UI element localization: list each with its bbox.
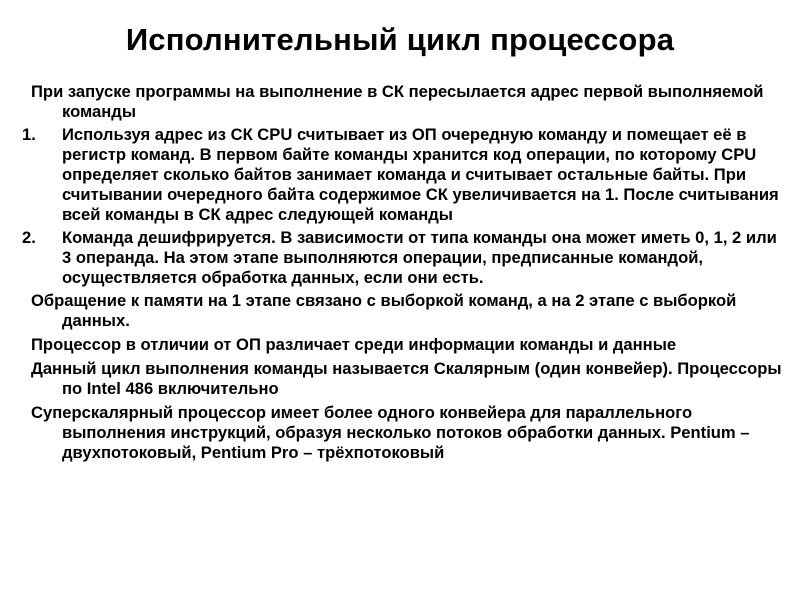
paragraph-text: Данный цикл выполнения команды называется Скалярным (один конвейер). Процессоры по Intel 486 включительно: [31, 359, 782, 398]
paragraph-scalar: [22, 359, 782, 399]
paragraph-text: Суперскалярный процессор имеет более одного конвейера для параллельного выполнения инструкций, образуя несколько потоков обработки данных. Pentium – двухпотоковый, Pentium Pro – трёхпотоковый: [31, 403, 750, 462]
paragraph-text: Обращение к памяти на 1 этапе связано с выборкой команд, а на 2 этапе с выборкой данных.: [31, 291, 737, 330]
slide-title: Исполнительный цикл процессора: [125, 22, 675, 57]
paragraph-instructions-data: [22, 335, 782, 355]
paragraph-intro: [22, 82, 782, 122]
numbered-item-1: [22, 125, 782, 225]
paragraph-text: При запуске программы на выполнение в СК пересылается адрес первой выполняемой команды: [31, 82, 764, 121]
item-number: 1.: [22, 125, 36, 144]
paragraph-memory-access: [22, 291, 782, 331]
paragraph-text: Процессор в отличии от ОП различает среди информации команды и данные: [31, 335, 677, 354]
slide-body: [22, 82, 782, 466]
numbered-item-2: [22, 228, 782, 288]
item-number: 2.: [22, 228, 36, 247]
paragraph-text: Используя адрес из СК CPU считывает из ОП очередную команду и помещает её в регистр команд. В первом байте команды хранится код операции, по которому CPU определяет сколько байтов занимает команда и считывает остальные байты. При считывании очередного байта содержимое СК увеличивается на 1. После считывания всей команды в СК адрес следующей команды: [62, 125, 779, 224]
paragraph-text: Команда дешифрируется. В зависимости от типа команды она может иметь 0, 1, 2 или 3 операнда. На этом этапе выполняются операции, предписанные командой, осуществляется обработка данных, если они есть.: [62, 228, 777, 287]
paragraph-superscalar: [22, 403, 782, 463]
